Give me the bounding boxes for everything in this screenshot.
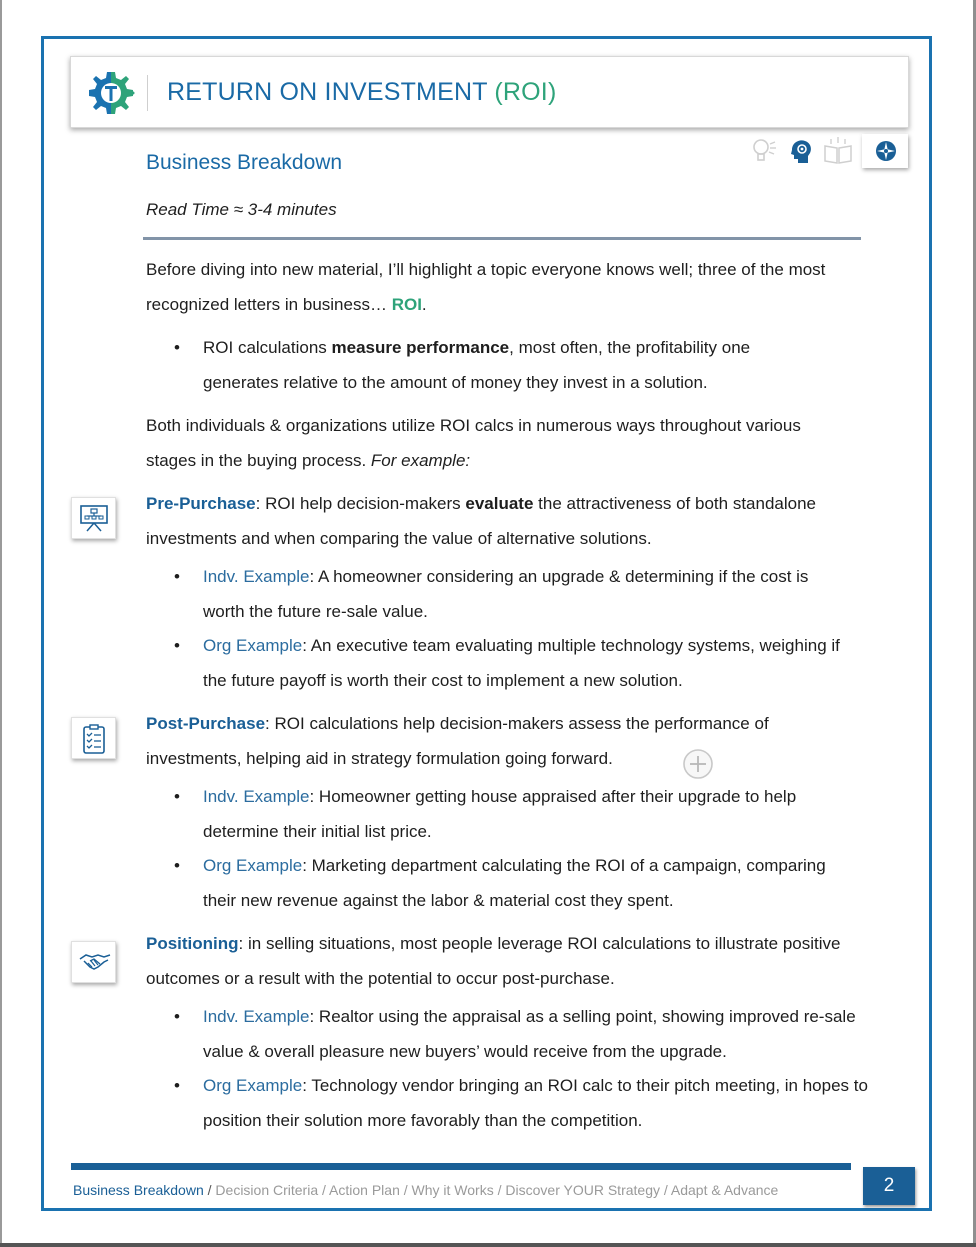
page-number: 2 xyxy=(863,1167,915,1205)
brain-head-icon[interactable] xyxy=(786,136,816,166)
presentation-icon-box xyxy=(71,497,116,539)
title-banner xyxy=(70,56,909,128)
handshake-icon xyxy=(78,947,112,977)
footer-link-action-plan[interactable]: Action Plan xyxy=(329,1182,400,1198)
footer-link-adapt-advance[interactable]: Adapt & Advance xyxy=(670,1182,779,1198)
title-divider xyxy=(147,75,148,111)
clipboard-checklist-icon xyxy=(78,723,110,755)
open-book-icon[interactable] xyxy=(822,136,854,166)
post-purchase-examples xyxy=(146,780,866,918)
clipboard-icon-box xyxy=(71,717,116,759)
list-item: • Org Example: Marketing department calculating the ROI of a campaign, comparing their new revenue against the labor & material cost they spent. xyxy=(146,849,853,918)
page-edge-bottom xyxy=(0,1243,976,1247)
footer-bar xyxy=(71,1163,851,1170)
list-item: • Indv. Example: Homeowner getting house appraised after their upgrade to help determine their initial list price. xyxy=(146,780,853,849)
compass-button[interactable] xyxy=(862,134,908,168)
footer-breadcrumb: Business Breakdown / Decision Criteria / Action Plan / Why it Works / Discover YOUR Strategy / Adapt & Advance xyxy=(73,1182,779,1198)
footer-link-discover-strategy[interactable]: Discover YOUR Strategy xyxy=(505,1182,660,1198)
section-heading: Business Breakdown xyxy=(146,151,343,174)
list-item: • Indv. Example: Realtor using the appraisal as a selling point, showing improved re-sale value & overall pleasure new buyers’ would receive from the upgrade. xyxy=(146,1000,868,1069)
compass-icon xyxy=(874,139,898,163)
positioning-paragraph: Positioning: in selling situations, most people leverage ROI calculations to illustrate positive outcomes or a result with the potential to occur post-purchase. xyxy=(146,934,841,988)
list-item: • Org Example: Technology vendor bringing an ROI calc to their pitch meeting, in hopes to position their solution more favorably than the competition. xyxy=(146,1069,868,1138)
list-item: • Indv. Example: A homeowner considering an upgrade & determining if the cost is worth the future re-sale value. xyxy=(146,560,833,629)
pre-purchase-examples xyxy=(146,560,866,698)
nav-icon-bar xyxy=(746,136,912,170)
presentation-board-icon xyxy=(78,503,110,533)
positioning-examples xyxy=(146,1000,866,1138)
list-item: • ROI calculations measure performance, most often, the profitability one generates relative to the amount of money they invest in a solution. xyxy=(146,331,806,400)
footer-link-decision-criteria[interactable]: Decision Criteria xyxy=(215,1182,319,1198)
lightbulb-icon[interactable] xyxy=(748,136,778,166)
intro-bullets xyxy=(146,331,806,400)
pre-purchase-paragraph: Pre-Purchase: ROI help decision-makers evaluate the attractiveness of both standalone investments and when comparing the value of alternative solutions. xyxy=(146,494,816,548)
footer-link-why-it-works[interactable]: Why it Works xyxy=(411,1182,494,1198)
body-content xyxy=(146,253,886,1138)
read-time: Read Time ≈ 3-4 minutes xyxy=(146,200,337,219)
handshake-icon-box xyxy=(71,941,116,983)
heading-rule xyxy=(143,237,861,240)
usage-paragraph: Both individuals & organizations utilize ROI calcs in numerous ways throughout various stages in the buying process. For example: xyxy=(146,416,801,470)
page-edge-left xyxy=(0,0,2,1247)
page-title: RETURN ON INVESTMENT (ROI) xyxy=(167,78,557,106)
gear-logo-icon xyxy=(87,69,135,117)
intro-paragraph: Before diving into new material, I’ll highlight a topic everyone knows well; three of the most recognized letters in business… ROI. xyxy=(146,260,826,314)
list-item: • Org Example: An executive team evaluating multiple technology systems, weighing if the future payoff is worth their cost to implement a new solution. xyxy=(146,629,866,698)
post-purchase-paragraph: Post-Purchase: ROI calculations help decision-makers assess the performance of investments, helping aid in strategy formulation going forward. xyxy=(146,714,769,768)
footer-link-business-breakdown[interactable]: Business Breakdown xyxy=(73,1182,204,1198)
